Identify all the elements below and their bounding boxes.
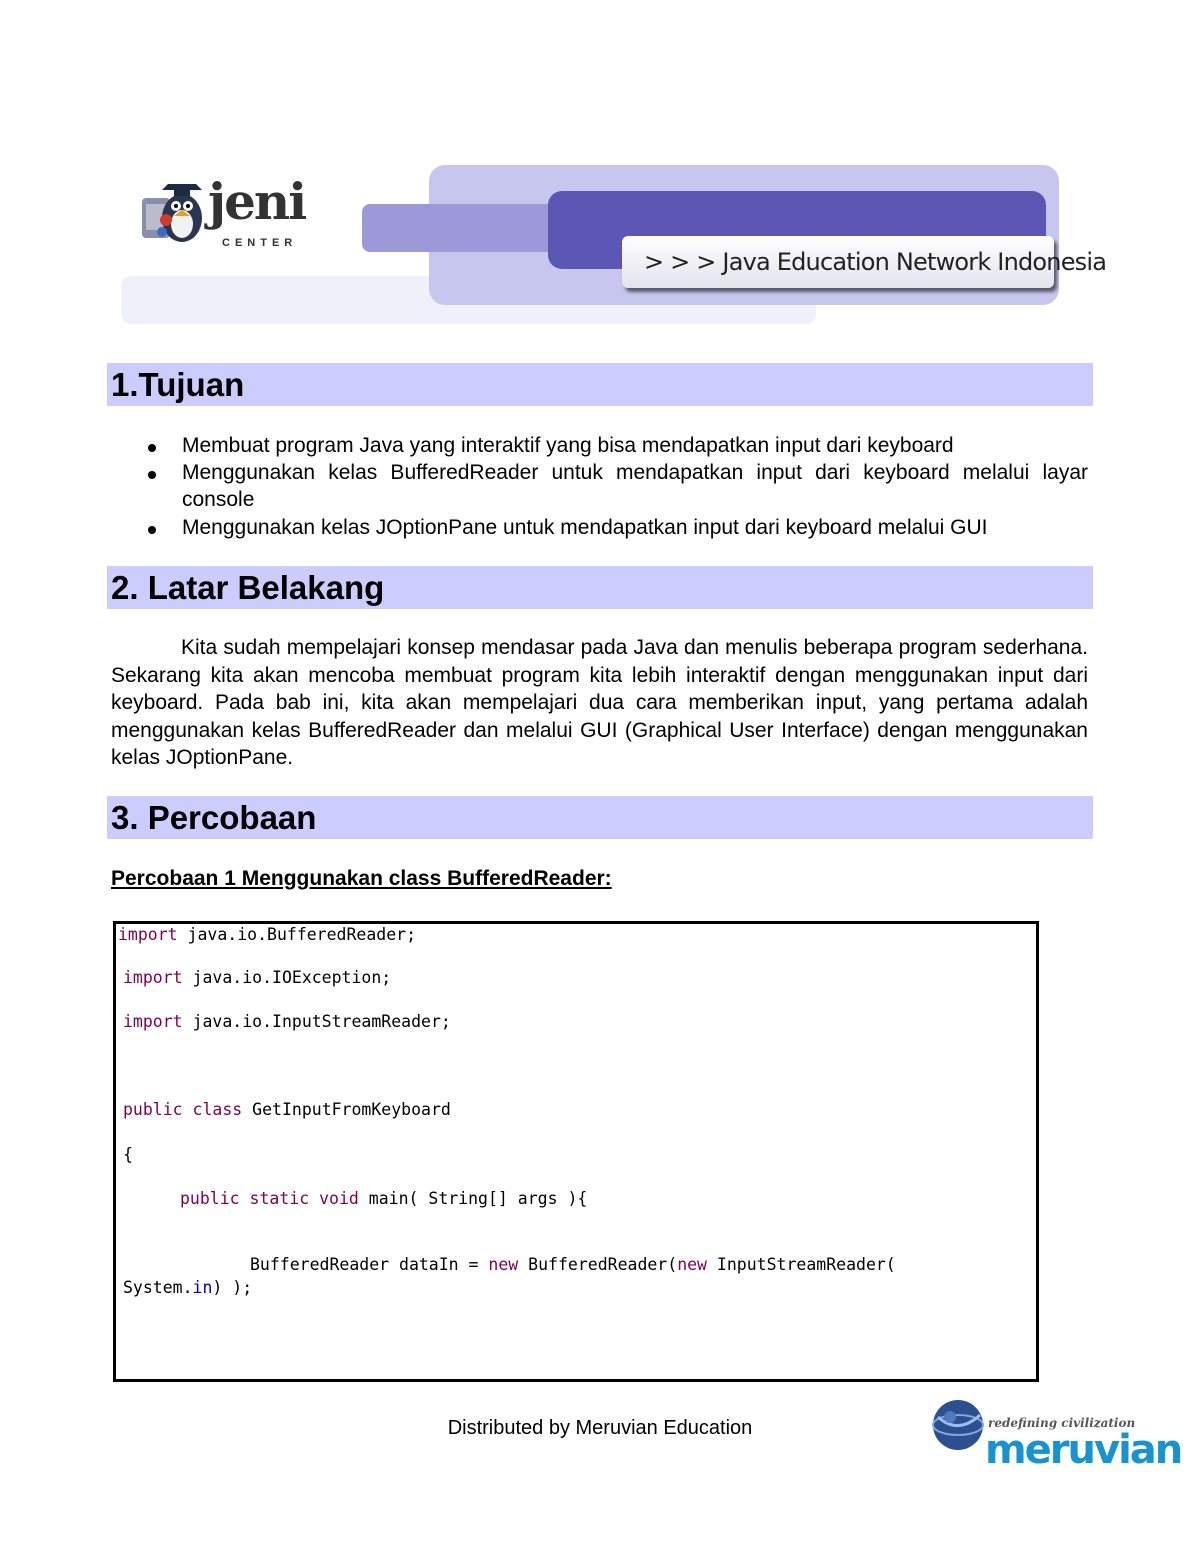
meruvian-tagline: redefining civilization: [988, 1416, 1136, 1430]
code-text: BufferedReader dataIn =: [250, 1255, 489, 1274]
header-banner: [0, 0, 1200, 340]
code-text: ) );: [212, 1278, 253, 1297]
banner-title: > > > Java Education Network Indonesia: [622, 236, 1054, 288]
section-latar-heading: 2. Latar Belakang: [107, 566, 1093, 609]
list-item: Menggunakan kelas JOptionPane untuk mendapatkan input dari keyboard melalui GUI: [182, 514, 1088, 541]
code-text: java.io.IOException;: [182, 968, 392, 987]
code-keyword: import: [118, 925, 178, 944]
code-text: BufferedReader(: [518, 1255, 678, 1274]
code-field: in: [192, 1278, 213, 1297]
code-line-class-decl: [123, 1099, 451, 1121]
latar-paragraph: Kita sudah mempelajari konsep mendasar pada Java dan menulis beberapa program sederhana. Sekarang kita akan mencoba membuat program kita lebih interaktif dengan menggunakan input dari keyboard. Pada bab ini, kita akan mempelajari dua cara memberikan input, yang pertama adalah menggunakan kelas BufferedReader dan melalui GUI (Graphical User Interface) dengan menggunakan kelas JOptionPane.: [111, 636, 1088, 769]
code-keyword: import: [123, 1012, 183, 1031]
code-keyword: public: [180, 1189, 240, 1208]
code-keyword: class: [192, 1100, 243, 1119]
code-keyword: void: [319, 1189, 359, 1208]
code-line-import-inputstreamreader: [123, 1011, 451, 1033]
code-text: GetInputFromKeyboard: [242, 1100, 451, 1119]
jeni-logo-text: jeni: [208, 172, 306, 231]
code-text: System.: [123, 1278, 193, 1297]
code-line-main-method: [180, 1188, 587, 1210]
code-keyword: import: [123, 968, 183, 987]
code-line-system-in: [123, 1277, 252, 1299]
section-tujuan-heading: 1.Tujuan: [107, 363, 1093, 406]
code-text: main( String[] args ){: [358, 1189, 588, 1208]
list-item: Menggunakan kelas BufferedReader untuk mendapatkan input dari keyboard melalui layar console: [182, 461, 1088, 511]
section-percobaan-heading: 3. Percobaan: [107, 796, 1093, 839]
code-keyword: static: [249, 1189, 310, 1208]
code-text: InputStreamReader(: [707, 1255, 896, 1274]
jeni-logo-subtext: CENTER: [222, 237, 298, 249]
code-keyword: new: [488, 1255, 519, 1274]
list-item: Membuat program Java yang interaktif yang bisa mendapatkan input dari keyboard: [182, 432, 1088, 459]
code-line-reader-decl: [250, 1254, 896, 1276]
code-keyword: new: [677, 1255, 707, 1274]
code-keyword: public: [123, 1100, 183, 1119]
percobaan-subheading: Percobaan 1 Menggunakan class BufferedReader:: [111, 867, 612, 890]
code-text: java.io.InputStreamReader;: [182, 1012, 451, 1031]
code-line-import-bufferedreader: [118, 924, 416, 946]
footer-distribution-text: Distributed by Meruvian Education: [447, 1417, 753, 1439]
code-text: java.io.BufferedReader;: [177, 925, 417, 944]
code-line-open-brace: {: [123, 1145, 133, 1164]
code-listing: [113, 921, 1039, 1382]
meruvian-logo-text: meruvian: [985, 1427, 1182, 1473]
code-line-import-ioexception: [123, 967, 391, 989]
